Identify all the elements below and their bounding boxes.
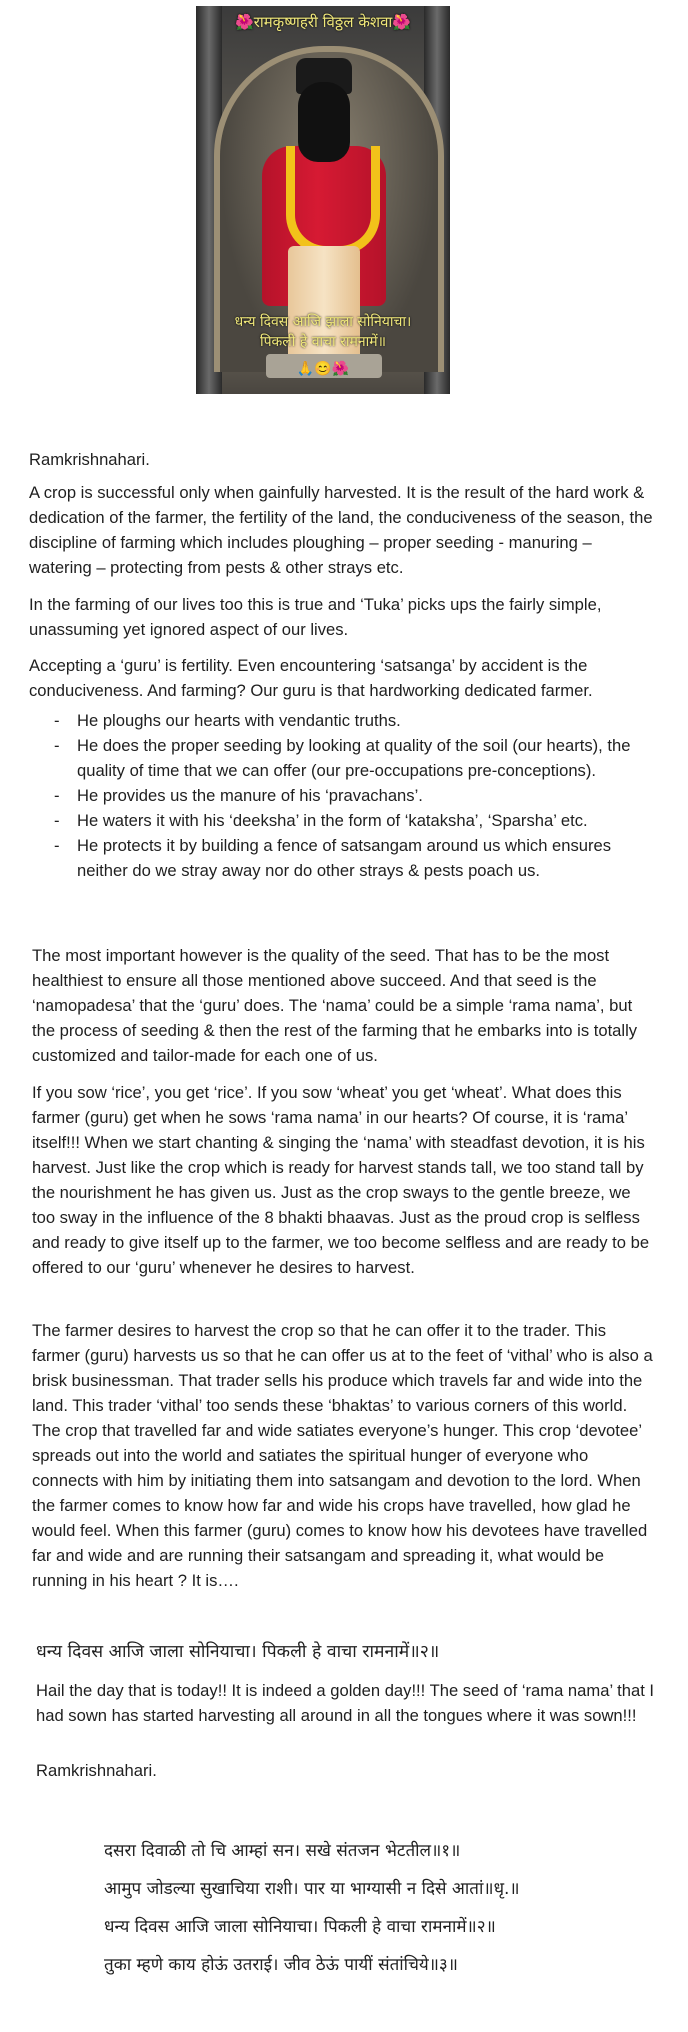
image-caption-line-1: धन्य दिवस आजि झाला सोनियाचा। [234, 314, 412, 330]
abhang-line: तुका म्हणे काय होऊं उतराई। जीव ठेऊं पायीं संतांचिये॥३॥ [104, 1955, 458, 1975]
paragraph-guru: Accepting a ‘guru’ is fertility. Even encountering ‘satsanga’ by accident is the conduciveness. And farming? Our guru is that hardworking dedicated farmer. [29, 656, 593, 700]
greeting-top: Ramkrishnahari. [29, 450, 150, 469]
emoji-row: 🙏😊🌺 [296, 360, 350, 376]
image-caption-line-2: पिकली हे वाचा रामनामें॥ [259, 334, 387, 350]
list-item: - He does the proper seeding by looking at quality of the soil (our hearts), the quality of time that we can offer (our pre-occupations pre-conceptions). [50, 733, 650, 783]
paragraph-harvest: If you sow ‘rice’, you get ‘rice’. If you sow ‘wheat’ you get ‘wheat’. What does this farmer (guru) get when he sows ‘rama nama’ in our hearts? Of course, it is ‘rama’ itself!!! When we start chanting & singing the ‘nama’ with steadfast devotion, it is his harvest. Just like the crop which is ready for harvest stands tall, we too stand tall by the nourishment he has given us. Just as the crop sways to the gentle breeze, we too sway in the influence of the 8 bhakti bhaavas. Just as the proud crop is selfless and ready to give itself up to the farmer, we too become selfless and are ready to be offered to our ‘guru’ whenever he desires to harvest. [32, 1083, 650, 1277]
marigold-garland [286, 146, 380, 255]
abhang [104, 1832, 664, 1984]
list-item: - He waters it with his ‘deeksha’ in the form of ‘kataksha’, ‘Sparsha’ etc. [50, 808, 650, 833]
highlight-verse: धन्य दिवस आजि जाला सोनियाचा। पिकली हे वाचा रामनामें॥२॥ [36, 1642, 440, 1662]
abhang-line: दसरा दिवाळी तो चि आम्हां सन। सखे संतजन भेटतील॥१॥ [104, 1841, 461, 1861]
abhang-line: धन्य दिवस आजि जाला सोनियाचा। पिकली हे वाचा रामनामें॥२॥ [104, 1917, 496, 1937]
abhang-line: आमुप जोडल्या सुखाचिया राशी। पार या भाग्यासी न दिसे आतां॥धृ.॥ [104, 1879, 520, 1899]
vithal-image [196, 6, 450, 394]
paragraph-trader: The farmer desires to harvest the crop so that he can offer it to the trader. This farmer (guru) harvests us so that he can offer us at to the feet of ‘vithal’ who is also a brisk businessman. That trader sells his produce which travels far and wide into the land. This trader ‘vithal’ too sends these ‘bhaktas’ to various corners of this world. The crop that travelled far and wide satiates everyone’s hunger. This crop ‘devotee’ spreads out into the world and satiates the spiritual hunger of everyone who connects with him by initiating them into satsangam and devotion to the lord. When the farmer comes to know how far and wide his crops have travelled, how glad he would feel. When this farmer (guru) comes to know how his devotees have travelled far and wide and are running their satsangam and spreading it, what would be running in his heart ? It is…. [32, 1321, 653, 1590]
list-item: - He ploughs our hearts with vendantic truths. [50, 708, 650, 733]
paragraph-crop: A crop is successful only when gainfully harvested. It is the result of the hard work & dedication of the farmer, the fertility of the land, the conduciveness of the season, the discipline of farming which includes ploughing – proper seeding - manuring – watering – protecting from pests & other strays etc. [29, 483, 653, 577]
idol-face [298, 82, 350, 162]
list-item: - He protects it by building a fence of satsangam around us which ensures neither do we stray away nor do other strays & pests poach us. [50, 833, 650, 883]
farming-list [50, 708, 650, 883]
paragraph-seed: The most important however is the quality of the seed. That has to be the most healthiest to ensure all those mentioned above succeed. And that seed is the ‘namopadesa’ that the ‘guru’ does. The ‘nama’ could be a simple ‘rama nama’, but the process of seeding & then the rest of the farming that he embarks into is totally customized and tailor-made for each one of us. [32, 946, 638, 1065]
paragraph-tuka: In the farming of our lives too this is true and ‘Tuka’ picks ups the fairly simple, unassuming yet ignored aspect of our lives. [29, 595, 602, 639]
image-caption-bottom [196, 312, 450, 352]
greeting-bottom: Ramkrishnahari. [36, 1761, 157, 1780]
paragraph-conclusion: Hail the day that is today!! It is indeed a golden day!!! The seed of ‘rama nama’ that I had sown has started harvesting all around in all the tongues where it was sown!!! [36, 1681, 655, 1725]
list-item: - He provides us the manure of his ‘pravachans’. [50, 783, 650, 808]
image-caption-top: 🌺रामकृष्णहरी विठ्ठल केशवा🌺 [235, 13, 411, 31]
